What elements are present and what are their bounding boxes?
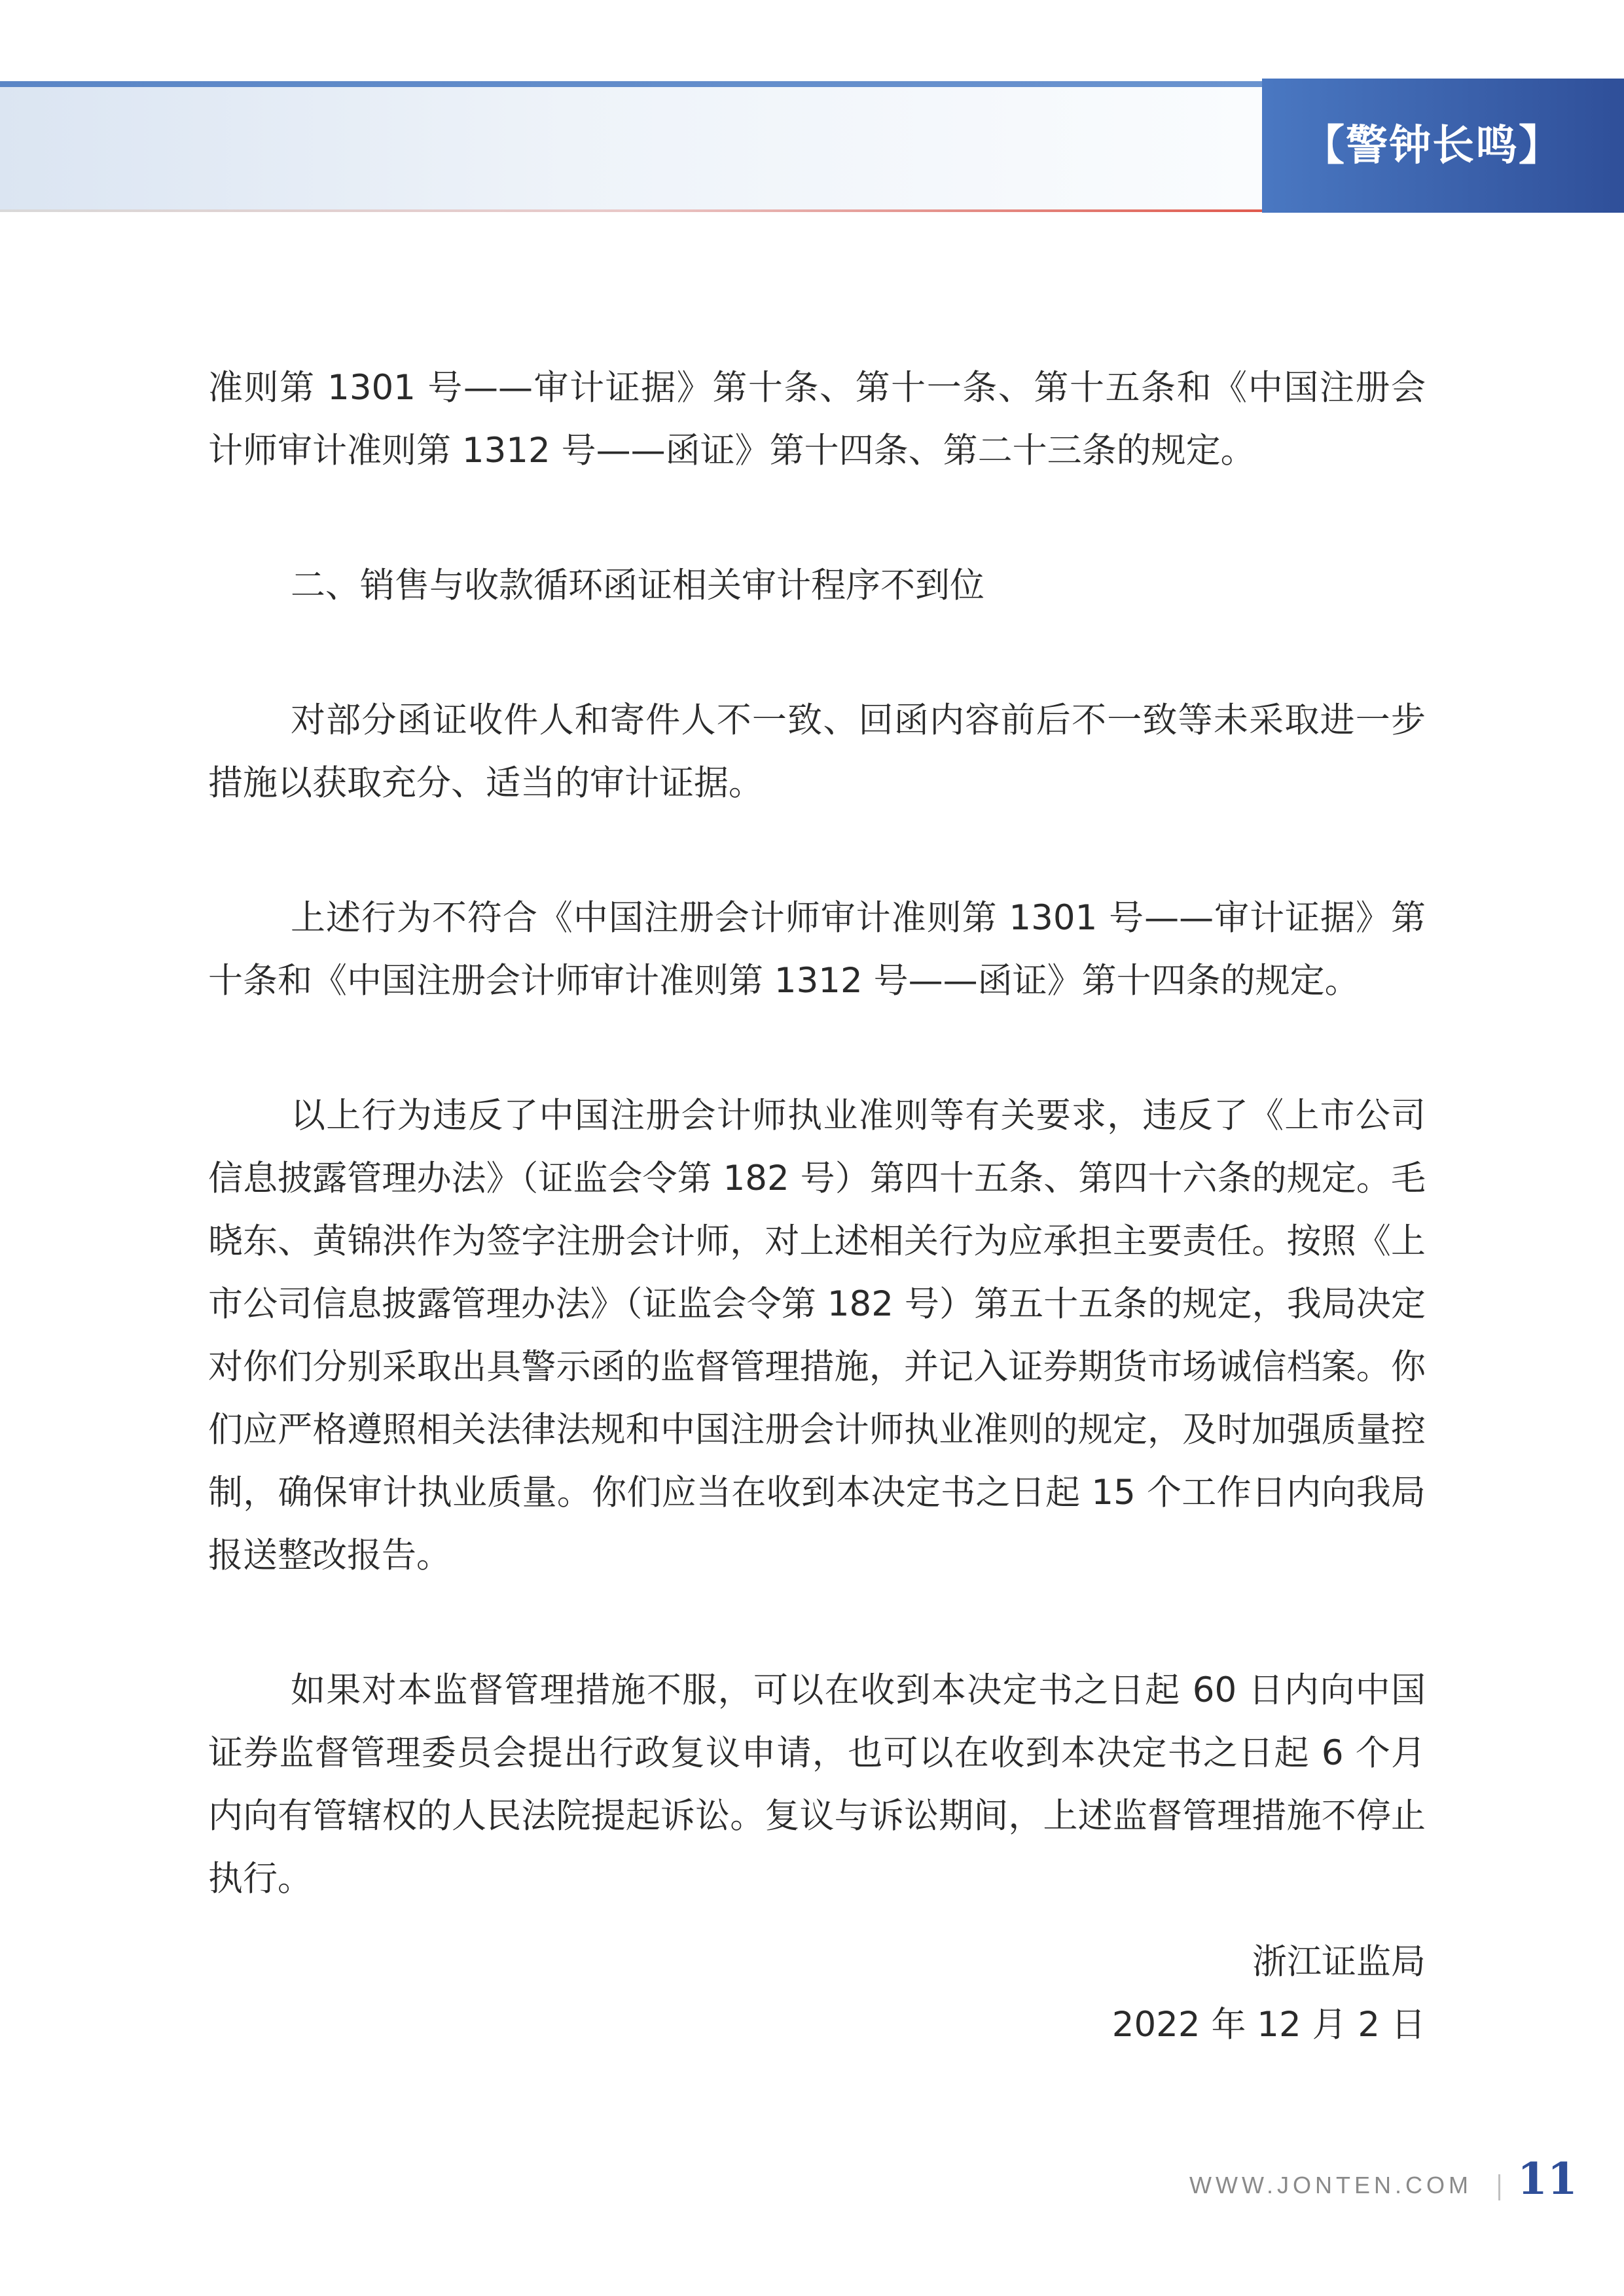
section-heading: 二、销售与收款循环函证相关审计程序不到位 (291, 565, 984, 605)
page-number: 11 (1517, 2153, 1578, 2204)
signature-block (1112, 1931, 1426, 2056)
paragraph-5: 以上行为违反了中国注册会计师执业准则等有关要求，违反了《上市公司信息披露管理办法》（证监会令第 182 号）第四十五条、第四十六条的规定。毛晓东、黄锦洪作为签字注册会计师，对上述相关行为应承担主要责任。按照《上市公司信息披露管理办法》（证监会令第 182 号）第五十五条的规定，我局决定对你们分别采取出具警示函的监督管理措施，并记入证券期货市场诚信档案。你们应严格遵照相关法律法规和中国注册会计师执业准则的规定，及时加强质量控制，确保审计执业质量。你们应当在收到本决定书之日起 15 个工作日内向我局报送整改报告。 (208, 1096, 1426, 1575)
header-top-line (0, 81, 1262, 87)
issuing-organization: 浙江证监局 (1252, 1942, 1426, 1982)
footer-website[interactable]: WWW.JONTEN.COM (1189, 2172, 1472, 2198)
paragraph-6: 如果对本监督管理措施不服，可以在收到本决定书之日起 60 日内向中国证券监督管理委员会提出行政复议申请，也可以在收到本决定书之日起 6 个月内向有管辖权的人民法院提起诉讼。复议与诉讼期间，上述监督管理措施不停止执行。 (208, 1670, 1426, 1899)
document-body (208, 357, 1426, 1910)
header-band (0, 84, 1262, 211)
header-bottom-line (0, 209, 1262, 212)
issue-date: 2022 年 12 月 2 日 (1111, 2005, 1426, 2045)
paragraph-1: 准则第 1301 号——审计证据》第十条、第十一条、第十五条和《中国注册会计师审计准则第 1312 号——函证》第十四条、第二十三条的规定。 (208, 368, 1426, 471)
footer-divider (1498, 2174, 1500, 2200)
paragraph-3: 对部分函证收件人和寄件人不一致、回函内容前后不一致等未采取进一步措施以获取充分、适当的审计证据。 (208, 700, 1426, 803)
paragraph-4: 上述行为不符合《中国注册会计师审计准则第 1301 号——审计证据》第十条和《中国注册会计师审计准则第 1312 号——函证》第十四条的规定。 (208, 898, 1426, 1001)
section-tab: 【警钟长鸣】 (1262, 79, 1624, 213)
